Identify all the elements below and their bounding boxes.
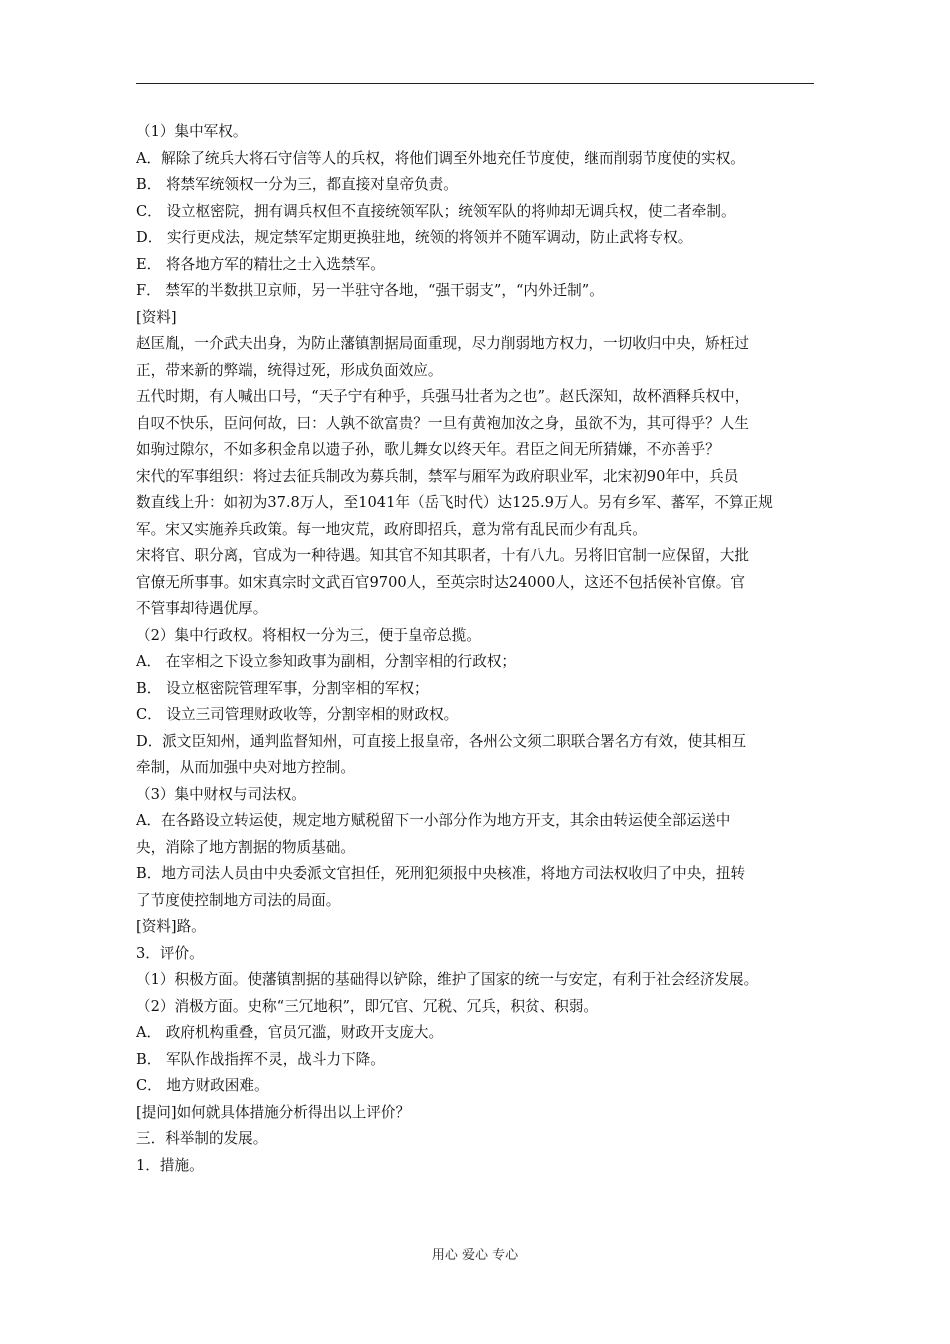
text-line: 五代时期，有人喊出口号，“天子宁有种乎，兵强马壮者为之也”。赵氏深知，故杯酒释兵权中， — [136, 388, 750, 405]
text-line: C． 设立枢密院，拥有调兵权但不直接统领军队；统领军队的将帅却无调兵权，使二者牵制。 — [136, 202, 736, 220]
text-line: 数直线上升：如初为37.8万人，至1041年（岳飞时代）达125.9万人。另有乡军、蕃军，不算正规 — [136, 494, 773, 511]
text-line: （1）集中军权。 — [136, 123, 248, 140]
text-line: 赵匡胤，一介武夫出身，为防止藩镇割据局面重现，尽力削弱地方权力，一切收归中央，矫枉过 — [136, 335, 749, 352]
text-line: B． 将禁军统领权一分为三，都直接对皇帝负责。 — [136, 176, 458, 193]
text-line: （2）消极方面。史称“三冗地积”，即冗官、冗税、冗兵，积贫、积弱。 — [136, 997, 599, 1015]
text-line: E． 将各地方军的精壮之士入选禁军。 — [136, 255, 385, 273]
text-line: 正，带来新的弊端，统得过死，形成负面效应。 — [136, 361, 443, 379]
text-line: [资料]路。 — [136, 918, 206, 935]
text-line: （1）积极方面。使藩镇割据的基础得以铲除，维护了国家的统一与安定，有利于社会经济发展。 — [136, 971, 759, 988]
text-line: 不管事却待遇优厚。 — [136, 600, 268, 617]
text-line: A． 在宰相之下设立参知政事为副相，分割宰相的行政权； — [136, 653, 517, 670]
text-line: B． 军队作战指挥不灵，战斗力下降。 — [136, 1050, 385, 1068]
text-line: 自叹不快乐，臣问何故，曰：人孰不欲富贵？一旦有黄袍加汝之身，虽欲不为，其可得乎？人生 — [136, 414, 749, 432]
text-line: F． 禁军的半数拱卫京师，另一半驻守各地，“强干弱支”，“内外迁制”。 — [136, 282, 604, 299]
text-line: 了节度使控制地方司法的局面。 — [136, 891, 341, 909]
text-line: A．解除了统兵大将石守信等人的兵权，将他们调至外地充任节度使，继而削弱节度使的实权。 — [136, 149, 745, 167]
text-line: 1．措施。 — [136, 1156, 204, 1174]
document-body — [136, 119, 816, 1179]
text-line: A． 政府机构重叠，官员冗滥，财政开支庞大。 — [136, 1024, 444, 1041]
text-line: 如驹过隙尔，不如多积金帛以遗子孙，歌儿舞女以终天年。君臣之间无所猜嫌，不亦善乎？ — [136, 441, 720, 458]
text-line: （3）集中财权与司法权。 — [136, 785, 306, 803]
text-line: 军。宋又实施养兵政策。每一地灾荒，政府即招兵，意为常有乱民而少有乱兵。 — [136, 520, 647, 538]
text-line: [资料] — [136, 308, 177, 326]
text-line: （2）集中行政权。将相权一分为三，便于皇帝总揽。 — [136, 626, 481, 644]
text-line: A．在各路设立转运使，规定地方赋税留下一小部分作为地方开支，其余由转运使全部运送中 — [136, 812, 731, 829]
text-line: 官僚无所事事。如宋真宗时文武百官9700人，至英宗时达24000人，这还不包括侯补官僚。官 — [136, 573, 745, 591]
text-line: 牵制，从而加强中央对地方控制。 — [136, 759, 355, 776]
text-line: 宋将官、职分离，官成为一种待遇。知其官不知其职者，十有八九。另将旧官制一应保留，大批 — [136, 547, 749, 564]
text-line: B． 设立枢密院管理军事，分割宰相的军权； — [136, 679, 429, 697]
page-footer: 用心 爱心 专心 — [431, 1248, 519, 1263]
text-line: B．地方司法人员由中央委派文官担任，死刑犯须报中央核准，将地方司法权收归了中央，扭转 — [136, 865, 746, 882]
text-line: D．派文臣知州，通判监督知州，可直接上报皇帝，各州公文须二职联合署名方有效，使其相互 — [136, 732, 747, 750]
text-line: C． 地方财政困难。 — [136, 1077, 269, 1094]
header-rule — [136, 83, 814, 84]
text-line: 三．科举制的发展。 — [136, 1130, 268, 1147]
text-line: [提问]如何就具体措施分析得出以上评价？ — [136, 1103, 411, 1121]
text-line: D． 实行更戍法，规定禁军定期更换驻地，统领的将领并不随军调动，防止武将专权。 — [136, 229, 693, 246]
text-line: C． 设立三司管理财政收等，分割宰相的财政权。 — [136, 706, 459, 723]
text-line: 宋代的军事组织：将过去征兵制改为募兵制，禁军与厢军为政府职业军，北宋初90年中，兵员 — [136, 467, 739, 485]
text-line: 3．评价。 — [136, 944, 204, 962]
text-line: 央，消除了地方割据的物质基础。 — [136, 838, 355, 856]
